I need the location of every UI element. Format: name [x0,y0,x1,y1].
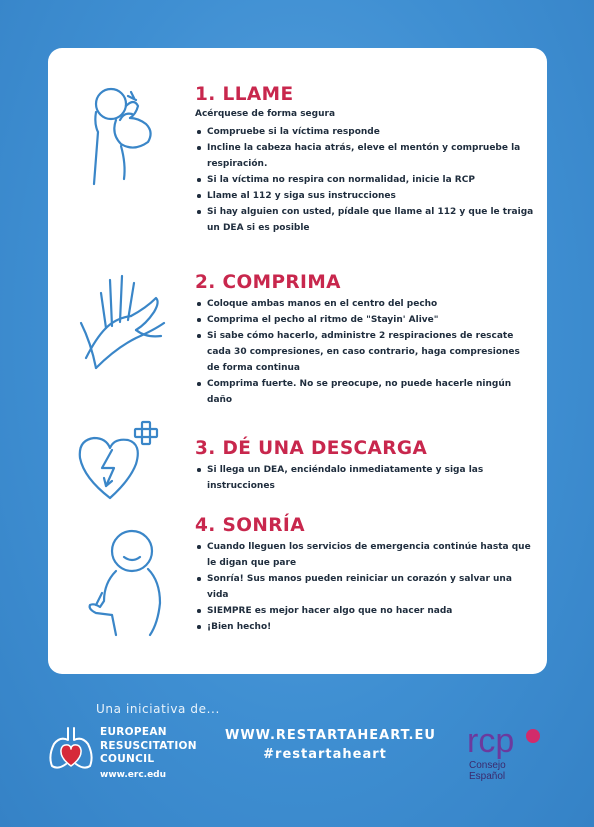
erc-url-link[interactable]: www.erc.edu [100,770,167,780]
rcp-caption-1: Consejo [469,760,506,771]
erc-logo[interactable] [48,722,208,782]
list-item: Comprima fuerte. No se preocupe, no puede hacerle ningún daño [195,376,535,408]
section-title: 2. COMPRIMA [195,272,341,293]
person-thumbs-up-icon [76,523,176,638]
hashtag-text: #restartaheart [263,747,387,762]
list-item: SIEMPRE es mejor hacer algo que no hacer nada [195,603,535,619]
section-title: 1. LLAME [195,84,294,105]
bullet-list [195,124,535,236]
instructions-card [48,48,547,674]
list-item: Comprima el pecho al ritmo de "Stayin' Alive" [195,312,535,328]
heart-defibrillator-icon [74,418,174,508]
section-title: 3. DÉ UNA DESCARGA [195,438,428,459]
person-phone-icon [76,84,176,194]
rcp-logo[interactable] [463,714,543,784]
list-item: ¡Bien hecho! [195,619,535,635]
list-item: Llame al 112 y siga sus instrucciones [195,188,535,204]
section-title: 4. SONRÍA [195,515,305,536]
website-block [225,726,436,764]
lungs-heart-icon [48,724,94,772]
erc-line: RESUSCITATION [100,739,197,752]
list-item: Si hay alguien con usted, pídale que llame al 112 y que le traiga un DEA si es posible [195,204,535,236]
list-item: Incline la cabeza hacia atrás, eleve el mentón y compruebe la respiración. [195,140,535,172]
rcp-logo-mark [463,714,543,784]
list-item: Sonría! Sus manos pueden reiniciar un corazón y salvar una vida [195,571,535,603]
bullet-list [195,296,535,408]
list-item: Si la víctima no respira con normalidad, inicie la RCP [195,172,535,188]
list-item: Si sabe cómo hacerlo, administre 2 respiraciones de rescate cada 30 compresiones, en caso contrario, haga compresiones de forma continua [195,328,535,376]
erc-line: COUNCIL [100,753,155,765]
erc-name [100,726,197,767]
list-item: Coloque ambas manos en el centro del pecho [195,296,535,312]
rcp-caption-2: Español [469,771,506,782]
rcp-letters: rcp [467,722,515,760]
list-item: Compruebe si la víctima responde [195,124,535,140]
list-item: Si llega un DEA, enciéndalo inmediatamente y siga las instrucciones [195,462,535,494]
list-item: Cuando lleguen los servicios de emergencia continúe hasta que le digan que pare [195,539,535,571]
footer-intro: Una iniciativa de... [96,702,220,716]
bullet-list [195,539,535,635]
bullet-list [195,462,535,494]
hands-compression-icon [76,268,176,378]
section-subtitle: Acérquese de forma segura [195,109,336,119]
website-link[interactable]: WWW.RESTARTAHEART.EU [225,728,436,743]
erc-line: EUROPEAN [100,726,167,738]
